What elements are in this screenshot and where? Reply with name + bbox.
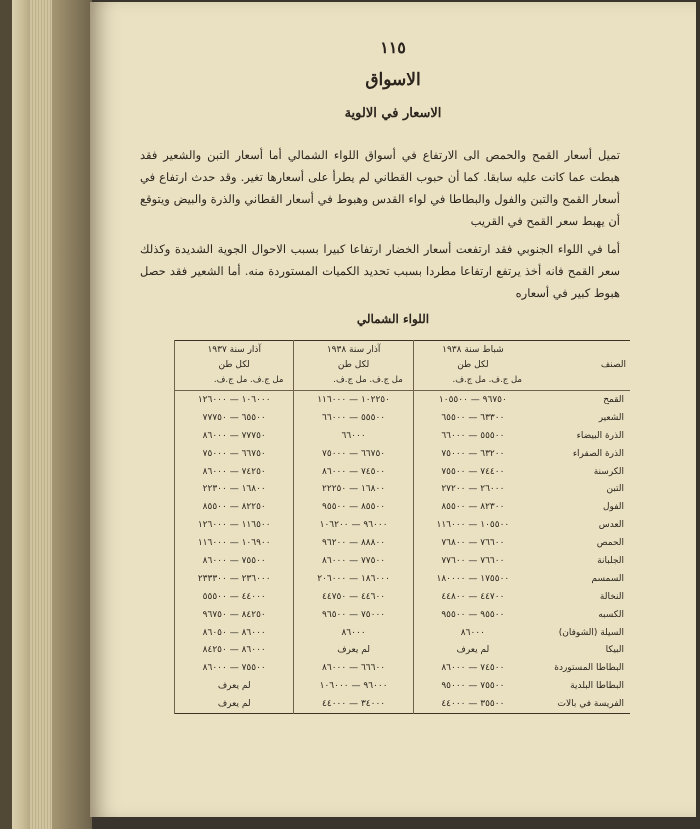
- price-range-cell: ٧٧٥٠٠ — ٨٦٠٠٠: [294, 552, 413, 570]
- price-range-cell: ٢٦٠٠٠ — ٢٧٢٠٠: [413, 480, 532, 498]
- price-range-cell: ٧٧٧٥٠ — ٨٦٠٠٠: [175, 427, 294, 445]
- book-spine-shadow: [0, 0, 12, 829]
- price-range-cell: لم يعرف: [294, 641, 413, 659]
- table-row: [175, 534, 631, 552]
- price-range-cell: ٧٥٥٠٠ — ٩٥٠٠٠: [413, 677, 532, 695]
- unit-label: لكل طن: [218, 360, 250, 370]
- price-range-cell: لم يعرف: [413, 641, 532, 659]
- table-row: [175, 480, 631, 498]
- table-row: [175, 659, 631, 677]
- item-column-header: الصنف: [532, 341, 630, 391]
- unit-label: لكل طن: [337, 360, 370, 370]
- row-item-name: البطاطا البلدية: [570, 681, 624, 692]
- price-range-cell: ٥٥٥٠٠ — ٦٦٠٠٠: [413, 427, 532, 445]
- price-range-cell: لم يعرف: [175, 695, 294, 713]
- price-range-cell: ٦٥٥٠٠ — ٧٧٧٥٠: [175, 409, 294, 427]
- price-range-cell: ٤٤٠٠٠ — ٥٥٥٠٠: [175, 588, 294, 606]
- price-range-cell: ٧٥٥٠٠ — ٨٦٠٠٠: [175, 552, 294, 570]
- row-item-name: الكرسنة: [593, 466, 624, 477]
- table-row: [175, 427, 631, 445]
- table-title: اللواء الشمالي: [356, 312, 430, 326]
- paragraph-2: أما في اللواء الجنوبي فقد ارتفعت أسعار الخضار ارتفاعا كبيرا بسبب الاحوال الجوية الشديدة وكذلك سعر القمح فانه أخذ يرتفع ارتفاعا مطردا بسبب تحديد الكميات المستوردة منه. أما الشعير فقد حصل هبوط كبير في أسعاره: [140, 242, 620, 300]
- row-item-name: السمسم: [591, 573, 624, 584]
- row-item-name: القمح: [603, 394, 624, 405]
- page-edge-stack: [30, 0, 52, 829]
- table-row: [175, 677, 631, 695]
- row-item-name: الفريسة في بالات: [557, 699, 624, 710]
- price-range-cell: ٧٦٦٠٠ — ٧٦٨٠٠: [413, 534, 532, 552]
- price-range-cell: لم يعرف: [175, 677, 294, 695]
- column-header-mar-1937: [175, 341, 294, 391]
- price-range-cell: ٨٤٢٥٠ — ٩٦٧٥٠: [175, 606, 294, 624]
- subunit-label: مل ج.ف. مل ج.ف.: [333, 375, 403, 385]
- prices-table: [174, 340, 630, 714]
- table-row: [175, 588, 631, 606]
- row-item-name: الجلبانة: [597, 555, 624, 566]
- price-range-cell: ٦٦٦٠٠ — ٨٦٠٠٠: [294, 659, 413, 677]
- price-range-cell: ٣٤٠٠٠ — ٤٤٠٠٠: [294, 695, 413, 713]
- table-row: [175, 570, 631, 588]
- column-header-feb-1938: [413, 341, 532, 391]
- table-row: [175, 498, 631, 516]
- table-body: [175, 391, 631, 714]
- price-range-cell: ٩٦٠٠٠ — ١٠٦٠٠٠: [294, 677, 413, 695]
- table-row: [175, 606, 631, 624]
- price-range-cell: ٦٦٧٥٠ — ٧٥٠٠٠: [294, 445, 413, 463]
- price-range-cell: ٦٣٢٠٠ — ٧٥٠٠٠: [413, 445, 532, 463]
- price-range-cell: ٨٨٨٠٠ — ٩٦٢٠٠: [294, 534, 413, 552]
- price-range-cell: ٨٦٠٠٠ — ٨٦٠٥٠: [175, 624, 294, 642]
- book-page: [90, 2, 696, 817]
- period-label: آذار سنة ١٩٣٧: [207, 345, 261, 355]
- column-header-mar-1938: [294, 341, 413, 391]
- price-range-cell: ٩٦٠٠٠ — ١٠٦٢٠٠: [294, 516, 413, 534]
- table-row: [175, 516, 631, 534]
- price-range-cell: ٨٢٣٠٠ — ٨٥٥٠٠: [413, 498, 532, 516]
- period-label: آذار سنة ١٩٣٨: [326, 345, 381, 355]
- row-item-name: الذرة الصفراء: [572, 448, 624, 459]
- price-range-cell: ١٨٦٠٠٠ — ٢٠٦٠٠٠: [294, 570, 413, 588]
- price-range-cell: ٦٣٣٠٠ — ٦٥٥٠٠: [413, 409, 532, 427]
- price-range-cell: ٧٤٤٠٠ — ٧٥٥٠٠: [413, 463, 532, 481]
- price-range-cell: ١٦٨٠٠ — ٢٢٣٠٠: [175, 480, 294, 498]
- price-range-cell: ٩٥٥٠٠ — ٩٥٥٠٠: [413, 606, 532, 624]
- row-item-name: البطاطا المستوردة: [554, 663, 624, 674]
- row-item-name: الكسبه: [598, 609, 624, 620]
- page-edge-stack: [12, 0, 30, 829]
- price-range-cell: ٧٤٥٠٠ — ٨٦٠٠٠: [413, 659, 532, 677]
- row-item-name: الفول: [603, 502, 624, 513]
- price-range-cell: ٨٦٠٠٠: [294, 624, 413, 642]
- price-range-cell: ١٠٢٢٥٠ — ١١٦٠٠٠: [294, 391, 413, 409]
- price-range-cell: ٨٥٥٠٠ — ٩٥٥٠٠: [294, 498, 413, 516]
- price-range-cell: ٤٤٦٠٠ — ٤٤٧٥٠: [294, 588, 413, 606]
- row-item-name: التبن: [606, 484, 624, 495]
- price-range-cell: ٧٥٥٠٠ — ٨٦٠٠٠: [175, 659, 294, 677]
- price-range-cell: ١١٦٥٠٠ — ١٢٦٠٠٠: [175, 516, 294, 534]
- table-row: [175, 463, 631, 481]
- table-row: [175, 641, 631, 659]
- price-range-cell: ١٦٨٠٠ — ٢٢٢٥٠: [294, 480, 413, 498]
- table-row: [175, 695, 631, 713]
- row-item-name: البيكا: [605, 645, 624, 656]
- price-range-cell: ٧٤٥٠٠ — ٨٦٠٠٠: [294, 463, 413, 481]
- section-title: الاسواق: [365, 70, 421, 90]
- price-range-cell: ٦٦٠٠٠: [294, 427, 413, 445]
- price-range-cell: ٧٥٠٠٠ — ٩٦٥٠٠: [294, 606, 413, 624]
- price-range-cell: ٩٦٧٥٠ — ١٠٥٥٠٠: [413, 391, 532, 409]
- price-range-cell: ٨٦٠٠٠: [413, 624, 532, 642]
- price-range-cell: ٦٦٧٥٠ — ٧٥٠٠٠: [175, 445, 294, 463]
- price-range-cell: ١٧٥٥٠٠ — ١٨٠٠٠٠: [413, 570, 532, 588]
- page-number: ١١٥: [380, 38, 406, 57]
- unit-label: لكل طن: [457, 360, 489, 370]
- price-range-cell: ٤٤٧٠٠ — ٤٤٨٠٠: [413, 588, 532, 606]
- price-range-cell: ٢٣٦٠٠٠ — ٢٣٣٣٠٠: [175, 570, 294, 588]
- section-subtitle: الاسعار في الالوية: [344, 106, 442, 121]
- table-row: [175, 391, 631, 409]
- price-range-cell: ١٠٥٥٠٠ — ١١٦٠٠٠: [413, 516, 532, 534]
- table-row: [175, 624, 631, 642]
- row-item-name: الشعير: [598, 412, 624, 423]
- price-range-cell: ٧٤٢٥٠ — ٨٦٠٠٠: [175, 463, 294, 481]
- paragraph-1: تميل أسعار القمح والحمص الى الارتفاع في أسواق اللواء الشمالي أما أسعار التبن والشعير فقد هبطت عما كانت عليه سابقا. كما أن حبوب القطاني لم يطرأ على أسعارها تغير. وقد حدث ارتفاع في أسعار القمح والتبن والفول والبطاطا في لواء القدس وهبوط في أسعار القطاني والذرة والبيض ويتوقع أن يهبط سعر القمح في القريب: [140, 148, 620, 228]
- table-row: [175, 552, 631, 570]
- row-item-name: الذرة البيضاء: [576, 430, 624, 441]
- table-row: [175, 445, 631, 463]
- table-row: [175, 409, 631, 427]
- row-item-name: العدس: [598, 520, 624, 531]
- price-range-cell: ٧٦٦٠٠ — ٧٧٦٠٠: [413, 552, 532, 570]
- price-range-cell: ١٠٦٠٠٠ — ١٢٦٠٠٠: [175, 391, 294, 409]
- row-item-name: الحمص: [596, 538, 624, 549]
- subunit-label: مل ج.ف. مل ج.ف.: [452, 375, 522, 385]
- price-range-cell: ٣٥٥٠٠ — ٤٤٠٠٠: [413, 695, 532, 713]
- subunit-label: مل ج.ف. مل ج.ف.: [213, 375, 284, 385]
- price-range-cell: ٥٥٥٠٠ — ٦٦٠٠٠: [294, 409, 413, 427]
- price-range-cell: ١٠٦٩٠٠ — ١١٦٠٠٠: [175, 534, 294, 552]
- row-item-name: السيلة (الشوفان): [558, 627, 624, 638]
- row-item-name: النخالة: [599, 591, 624, 602]
- price-range-cell: ٨٦٠٠٠ — ٨٤٢٥٠: [175, 641, 294, 659]
- book-gutter: [52, 0, 92, 829]
- period-label: شباط سنة ١٩٣٨: [442, 345, 504, 355]
- price-range-cell: ٨٢٢٥٠ — ٨٥٥٠٠: [175, 498, 294, 516]
